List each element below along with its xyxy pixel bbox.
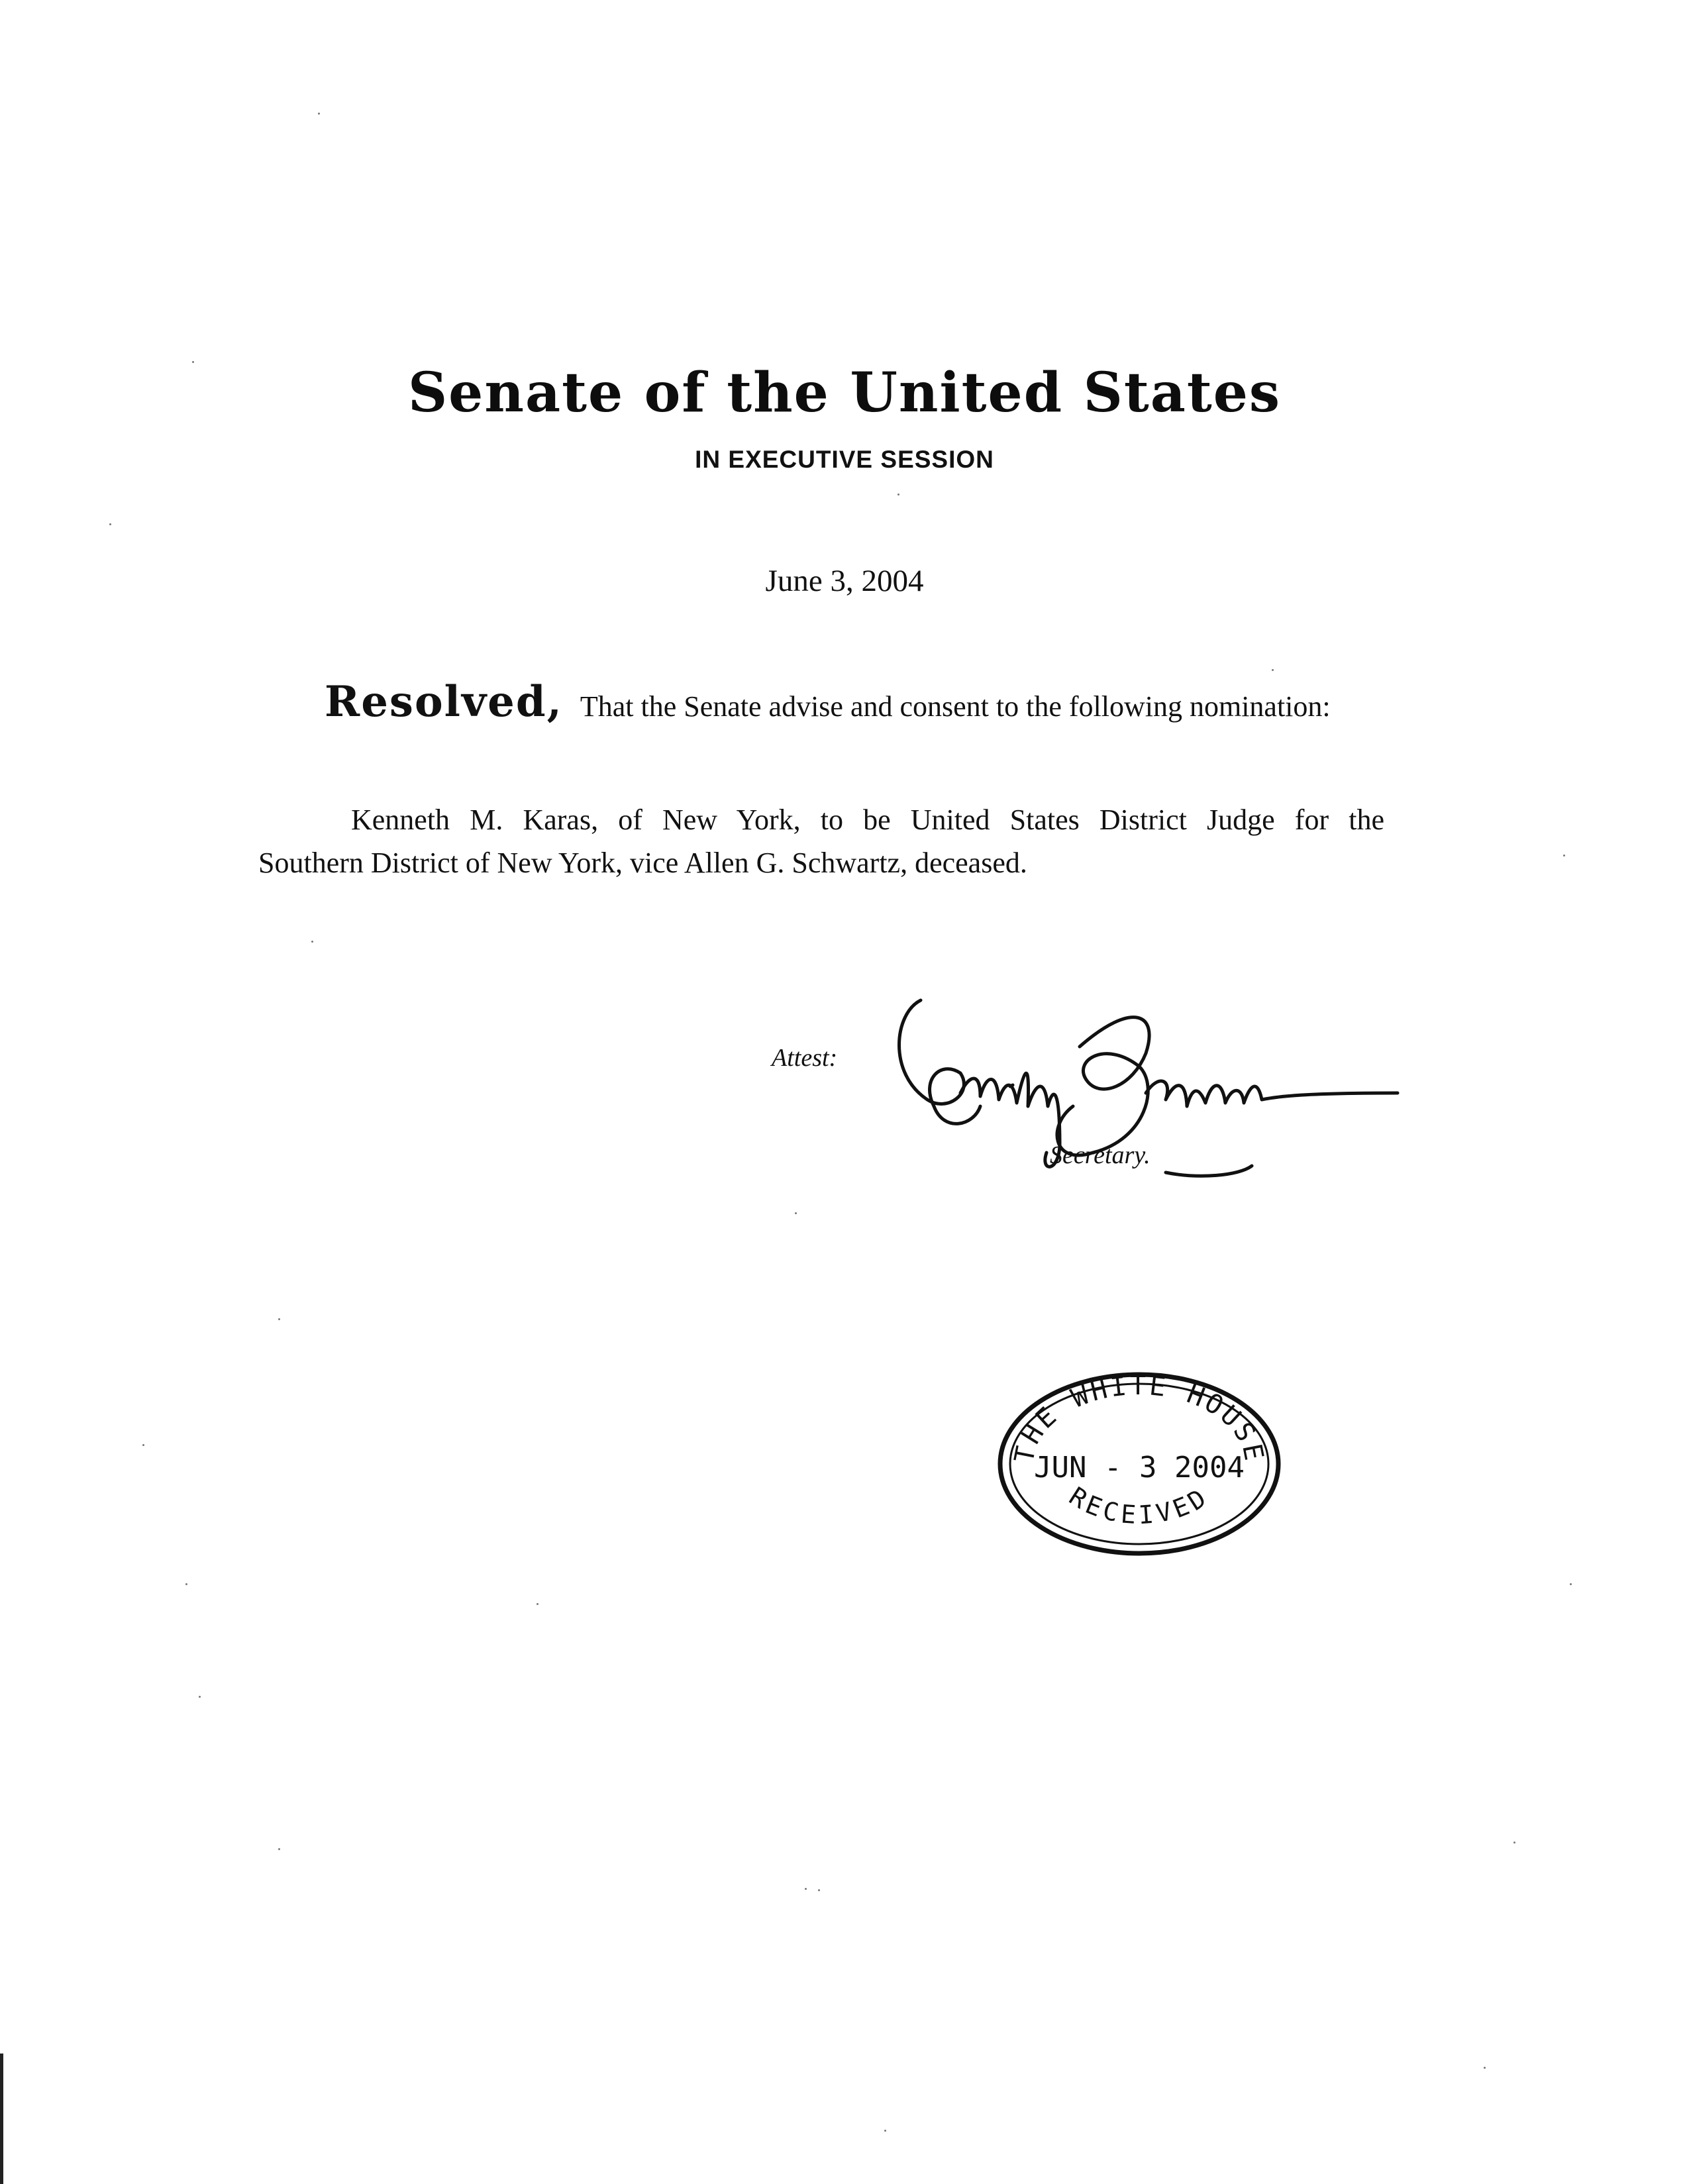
stamp-bottom-text: RECEIVED	[1064, 1481, 1215, 1530]
stamp-date: JUN - 3 2004	[1034, 1451, 1245, 1484]
resolution-line	[325, 677, 1331, 727]
session-label: IN EXECUTIVE SESSION	[695, 446, 994, 473]
nomination-paragraph	[258, 798, 1384, 884]
nomination-line-1: Kenneth M. Karas, of New York, to be United States District Judge for the	[351, 804, 1384, 836]
nomination-line-2: Southern District of New York, vice Allen G. Schwartz, deceased.	[258, 847, 1027, 879]
white-house-received-stamp	[987, 1365, 1292, 1563]
document-date: June 3, 2004	[765, 564, 924, 598]
resolution-text: That the Senate advise and consent to the following nomination:	[580, 690, 1331, 723]
stamp-top-text: THE WHITE HOUSE	[1009, 1371, 1270, 1466]
attest-label: Attest:	[772, 1044, 838, 1072]
secretary-label: Secretary.	[1050, 1141, 1151, 1169]
scan-edge-mark	[0, 2054, 3, 2184]
resolved-word: Resolved,	[325, 677, 563, 727]
document-heading: Senate of the United States	[407, 361, 1282, 425]
